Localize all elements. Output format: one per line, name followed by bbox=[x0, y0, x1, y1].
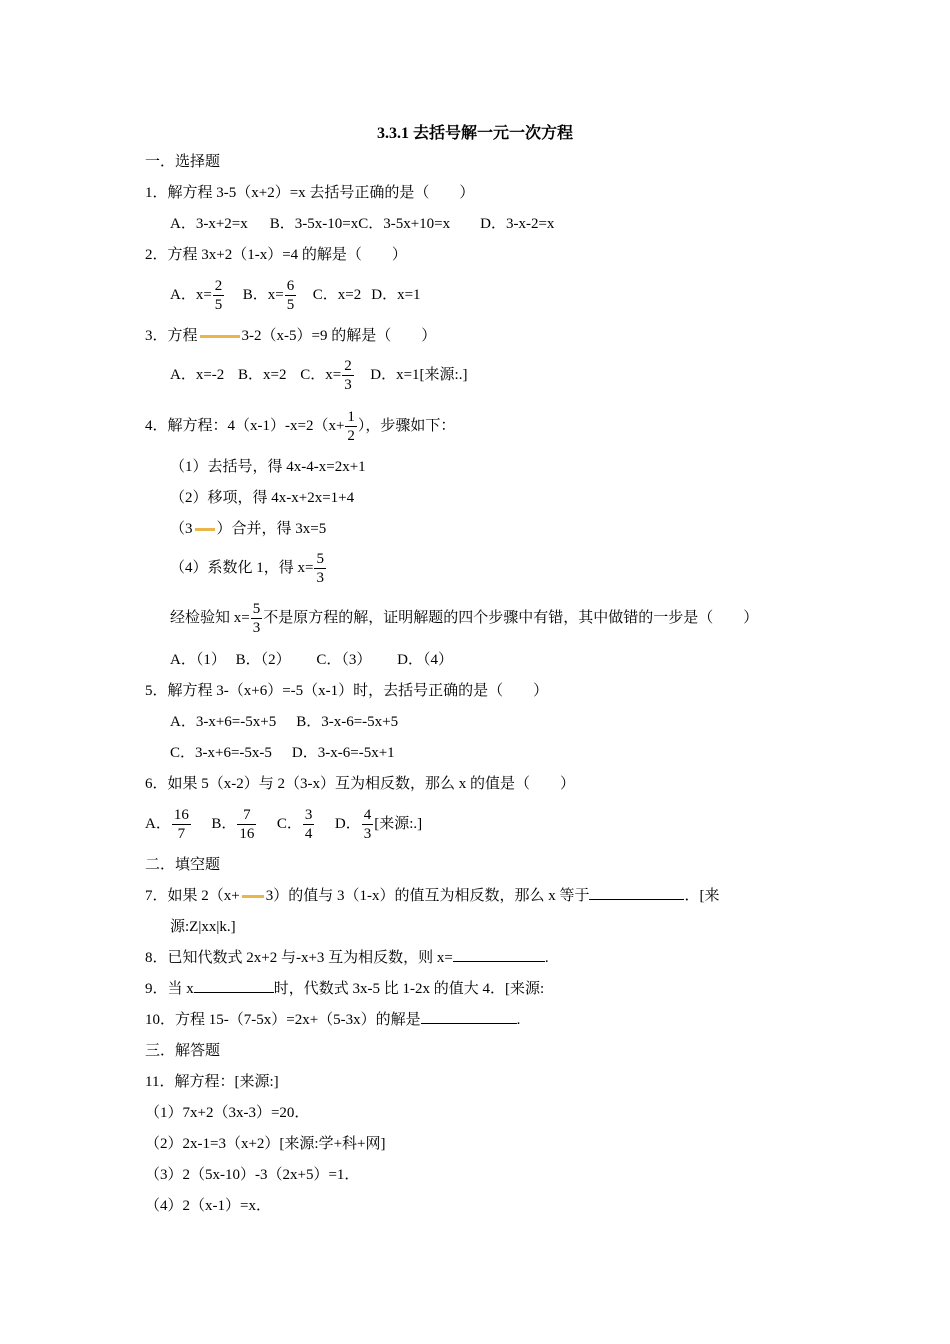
section-heading-answer: 三．解答题 bbox=[145, 1043, 221, 1059]
q9-stem-start: 9．当 x bbox=[145, 981, 194, 997]
q5-option-a: A．3-x+6=-5x+5 bbox=[170, 714, 277, 730]
question-7-stem bbox=[145, 886, 719, 906]
q4-step-3 bbox=[170, 519, 326, 539]
q4-option-a: A．（1） bbox=[170, 652, 226, 668]
q10-stem-end: . bbox=[516, 1012, 521, 1028]
q4-step-4-fraction: $\frac{5}{3}$ bbox=[316, 551, 324, 586]
q10-stem-start: 10．方程 15-（7-5x）=2x+（5-3x）的解是 bbox=[145, 1012, 421, 1028]
q3-option-c-fraction: $\frac{2}{3}$ bbox=[344, 358, 352, 393]
q2-option-b-label: B．x= bbox=[242, 286, 284, 303]
q3-stem-end: 3-2（x-5）=9 的解是（ ） bbox=[241, 328, 437, 344]
q7-stem-end: ．[来 bbox=[684, 888, 720, 904]
q5-option-c: C．3-x+6=-5x-5 bbox=[170, 745, 272, 761]
q4-step-3-start: （3 bbox=[170, 521, 193, 537]
question-2-stem: 2．方程 3x+2（1-x）=4 的解是（ ） bbox=[145, 247, 407, 263]
q4-check-fraction: $\frac{5}{3}$ bbox=[252, 601, 261, 636]
highlight-mark bbox=[195, 528, 215, 531]
question-6-options bbox=[145, 806, 422, 843]
q5-option-d: D．3-x-6=-5x+1 bbox=[291, 745, 395, 761]
q4-option-d: D．（4） bbox=[397, 652, 453, 668]
q2-option-a-fraction: $\frac{2}{5}$ bbox=[214, 278, 223, 313]
q2-option-a-label: A．x= bbox=[170, 286, 212, 303]
q6-option-b-label: B． bbox=[211, 815, 237, 832]
q3-option-d: D．x=1[来源:.] bbox=[370, 366, 468, 383]
q11-part-1: （1）7x+2（3x-3）=20． bbox=[145, 1105, 310, 1121]
q2-option-b-fraction: $\frac{6}{5}$ bbox=[286, 278, 295, 313]
question-6-stem: 6．如果 5（x-2）与 2（3-x）互为相反数，那么 x 的值是（ ） bbox=[145, 776, 575, 792]
q4-option-b: B．（2） bbox=[235, 652, 291, 668]
q8-stem-start: 8．已知代数式 2x+2 与-x+3 互为相反数，则 x= bbox=[145, 950, 453, 966]
answer-blank[interactable] bbox=[421, 1023, 517, 1024]
q3-stem-start: 3．方程 bbox=[145, 328, 198, 344]
q6-option-d-fraction: $\frac{4}{3}$ bbox=[363, 807, 372, 842]
q4-step-2: （2）移项，得 4x-x+2x=1+4 bbox=[170, 490, 355, 506]
q6-option-c-label: C． bbox=[276, 815, 302, 832]
q4-option-c: C．（3） bbox=[316, 652, 372, 668]
q3-option-b: B．x=2 bbox=[238, 366, 287, 383]
question-5-options-row2 bbox=[170, 743, 395, 763]
q4-step-4-label: （4）系数化 1，得 x= bbox=[170, 559, 314, 576]
question-1-options bbox=[170, 214, 554, 234]
answer-blank[interactable] bbox=[589, 899, 684, 900]
question-8-stem bbox=[145, 948, 549, 968]
q2-option-c: C．x=2 bbox=[312, 286, 362, 303]
question-7-line2: 源:Z|xx|k.] bbox=[170, 919, 236, 935]
q11-part-3: （3）2（5x-10）-3（2x+5）=1． bbox=[145, 1167, 360, 1183]
q11-part-2: （2）2x-1=3（x+2）[来源:学+科+网] bbox=[145, 1136, 386, 1152]
q5-option-b: B．3-x-6=-5x+5 bbox=[296, 714, 399, 730]
q4-step-1: （1）去括号，得 4x-4-x=2x+1 bbox=[170, 459, 366, 475]
question-5-stem: 5．解方程 3-（x+6）=-5（x-1）时，去括号正确的是（ ） bbox=[145, 683, 549, 699]
q3-option-c-label: C．x= bbox=[300, 366, 342, 383]
question-4-options bbox=[170, 650, 453, 670]
q4-check-end: 不是原方程的解，证明解题的四个步骤中有错，其中做错的一步是（ ） bbox=[263, 609, 759, 626]
q6-option-b-fraction: $\frac{7}{16}$ bbox=[239, 807, 255, 842]
q1-option-a: A．3-x+2=x bbox=[170, 216, 248, 232]
q7-stem-start: 7．如果 2（x+ bbox=[145, 888, 240, 904]
q4-step-3-end: ）合并，得 3x=5 bbox=[216, 521, 327, 537]
question-2-options bbox=[170, 277, 421, 314]
q7-stem-mid: 3）的值与 3（1-x）的值互为相反数，那么 x 等于 bbox=[265, 888, 590, 904]
q4-check-start: 经检验知 x= bbox=[170, 609, 250, 626]
q4-check-statement bbox=[170, 600, 758, 637]
q6-option-a-label: A． bbox=[145, 815, 171, 832]
q4-stem-fraction: $\frac{1}{2}$ bbox=[347, 409, 355, 444]
question-11-stem: 11．解方程：[来源:] bbox=[145, 1074, 279, 1090]
question-3-stem bbox=[145, 326, 436, 346]
q8-stem-end: . bbox=[544, 950, 549, 966]
q11-part-4: （4）2（x-1）=x． bbox=[145, 1198, 271, 1214]
q4-step-4 bbox=[170, 550, 327, 587]
q9-stem-end: 时，代数式 3x-5 比 1-2x 的值大 4．[来源: bbox=[273, 981, 545, 997]
question-9-stem bbox=[145, 979, 544, 999]
question-3-options bbox=[170, 357, 467, 394]
q3-option-a: A．x=-2 bbox=[170, 366, 225, 383]
q2-option-d: D．x=1 bbox=[371, 286, 421, 303]
q6-option-c-fraction: $\frac{3}{4}$ bbox=[304, 807, 313, 842]
question-4-stem bbox=[145, 408, 455, 445]
q1-option-c: C．3-5x+10=x bbox=[358, 216, 451, 232]
q4-stem-end: ），步骤如下： bbox=[357, 417, 456, 434]
highlight-mark bbox=[242, 895, 264, 898]
q6-option-d-source: [来源:.] bbox=[374, 815, 423, 832]
question-10-stem bbox=[145, 1010, 520, 1030]
section-heading-choice: 一．选择题 bbox=[145, 154, 221, 170]
page-title: 3.3.1 去括号解一元一次方程 bbox=[376, 125, 573, 142]
question-1-stem: 1．解方程 3-5（x+2）=x 去括号正确的是（ ） bbox=[145, 185, 475, 201]
q1-option-b: B．3-5x-10=x bbox=[269, 216, 359, 232]
q6-option-d-label: D． bbox=[334, 815, 361, 832]
answer-blank[interactable] bbox=[453, 961, 545, 962]
question-5-options-row1 bbox=[170, 712, 398, 732]
section-heading-fill: 二．填空题 bbox=[145, 857, 221, 873]
highlight-mark bbox=[200, 335, 240, 338]
answer-blank[interactable] bbox=[194, 992, 274, 993]
q1-option-d: D．3-x-2=x bbox=[480, 216, 555, 232]
q6-option-a-fraction: $\frac{16}{7}$ bbox=[173, 807, 189, 842]
q4-stem-start: 4．解方程：4（x-1）-x=2（x+ bbox=[145, 417, 345, 434]
